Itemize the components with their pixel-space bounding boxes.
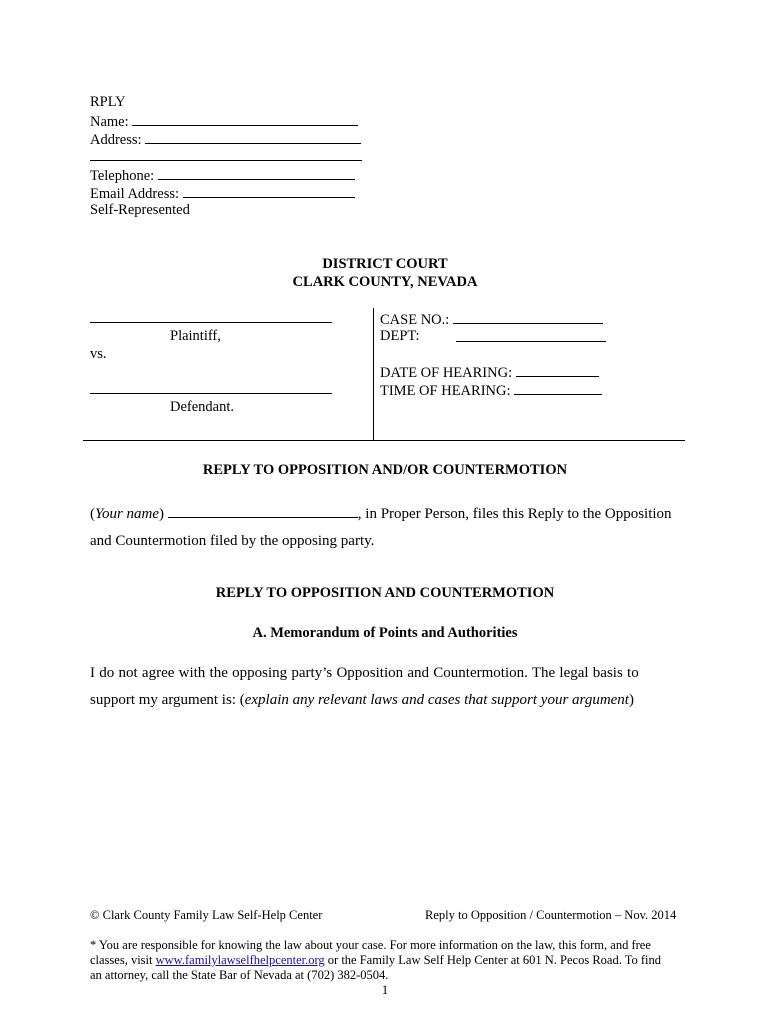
argument-line-2-end: ) [628,692,634,708]
date-hearing-blank[interactable] [516,362,599,377]
dept-field[interactable] [380,327,420,345]
footer-note-line-3: an attorney, call the State Bar of Nevada at (702) 382-0504. [90,968,389,982]
your-name-blank[interactable] [168,502,358,518]
case-no-field[interactable] [380,309,603,329]
argument-hint: explain any relevant laws and cases that support your argument [244,692,629,708]
form-code: RPLY [90,94,126,110]
your-name-hint: Your name [95,506,160,522]
court-county: CLARK COUNTY, NEVADA [292,274,478,290]
caption-divider [373,308,374,441]
footer-note-line-2-start: classes, visit [90,953,156,967]
email-blank[interactable] [183,183,355,198]
case-no-blank[interactable] [453,309,603,324]
intro-open-paren: ( [90,506,95,522]
self-represented: Self-Represented [90,202,190,218]
dept-label: DEPT: [380,328,420,344]
date-hearing-field[interactable] [380,362,599,382]
footer-left: © Clark County Family Law Self-Help Center [90,908,323,922]
case-no-label: CASE NO.: [380,312,450,328]
argument-line-2 [90,687,634,714]
telephone-blank[interactable] [158,165,355,180]
plaintiff-blank[interactable] [90,322,332,323]
time-hearing-blank[interactable] [514,380,602,395]
email-label: Email Address: [90,186,180,202]
address-field[interactable] [90,129,361,149]
address-line-2[interactable] [90,160,362,161]
argument-line-2-start: support my argument is: ( [90,692,245,708]
address-blank[interactable] [145,129,361,144]
court-name: DISTRICT COURT [322,256,448,272]
name-blank[interactable] [132,111,358,126]
intro-close-paren: ) [159,506,165,522]
plaintiff-label: Plaintiff, [170,328,221,344]
footer-note-line-2 [90,953,661,968]
document-title: REPLY TO OPPOSITION AND/OR COUNTERMOTION [202,462,568,478]
dept-blank[interactable] [456,327,606,342]
argument-line-1: I do not agree with the opposing party’s Opposition and Countermotion. The legal basis to [90,665,639,681]
intro-line-2: and Countermotion filed by the opposing party. [90,533,375,549]
defendant-label: Defendant. [170,399,235,415]
email-field[interactable] [90,183,355,203]
page-number: 1 [381,983,389,997]
time-hearing-label: TIME OF HEARING: [380,383,511,399]
caption-bottom-rule [83,440,685,441]
footer-note-line-1: * You are responsible for knowing the law about your case. For more information on the law, this form, and free [90,938,651,952]
time-hearing-field[interactable] [380,380,602,400]
telephone-label: Telephone: [90,168,155,184]
name-field[interactable] [90,111,358,131]
memorandum-heading: A. Memorandum of Points and Authorities [252,625,518,641]
footer-note-line-2-end: or the Family Law Self Help Center at 601 N. Pecos Road. To find [324,953,662,967]
address-label: Address: [90,132,142,148]
section-heading: REPLY TO OPPOSITION AND COUNTERMOTION [215,585,555,601]
defendant-blank[interactable] [90,393,332,394]
intro-rest: , in Proper Person, files this Reply to the Opposition [357,506,672,522]
self-help-center-link[interactable]: www.familylawselfhelpcenter.org [155,953,325,967]
name-label: Name: [90,114,129,130]
vs-label: vs. [90,346,107,362]
footer-right: Reply to Opposition / Countermotion – Nov. 2014 [425,908,677,922]
telephone-field[interactable] [90,165,355,185]
date-hearing-label: DATE OF HEARING: [380,365,513,381]
intro-line-1 [90,501,672,528]
